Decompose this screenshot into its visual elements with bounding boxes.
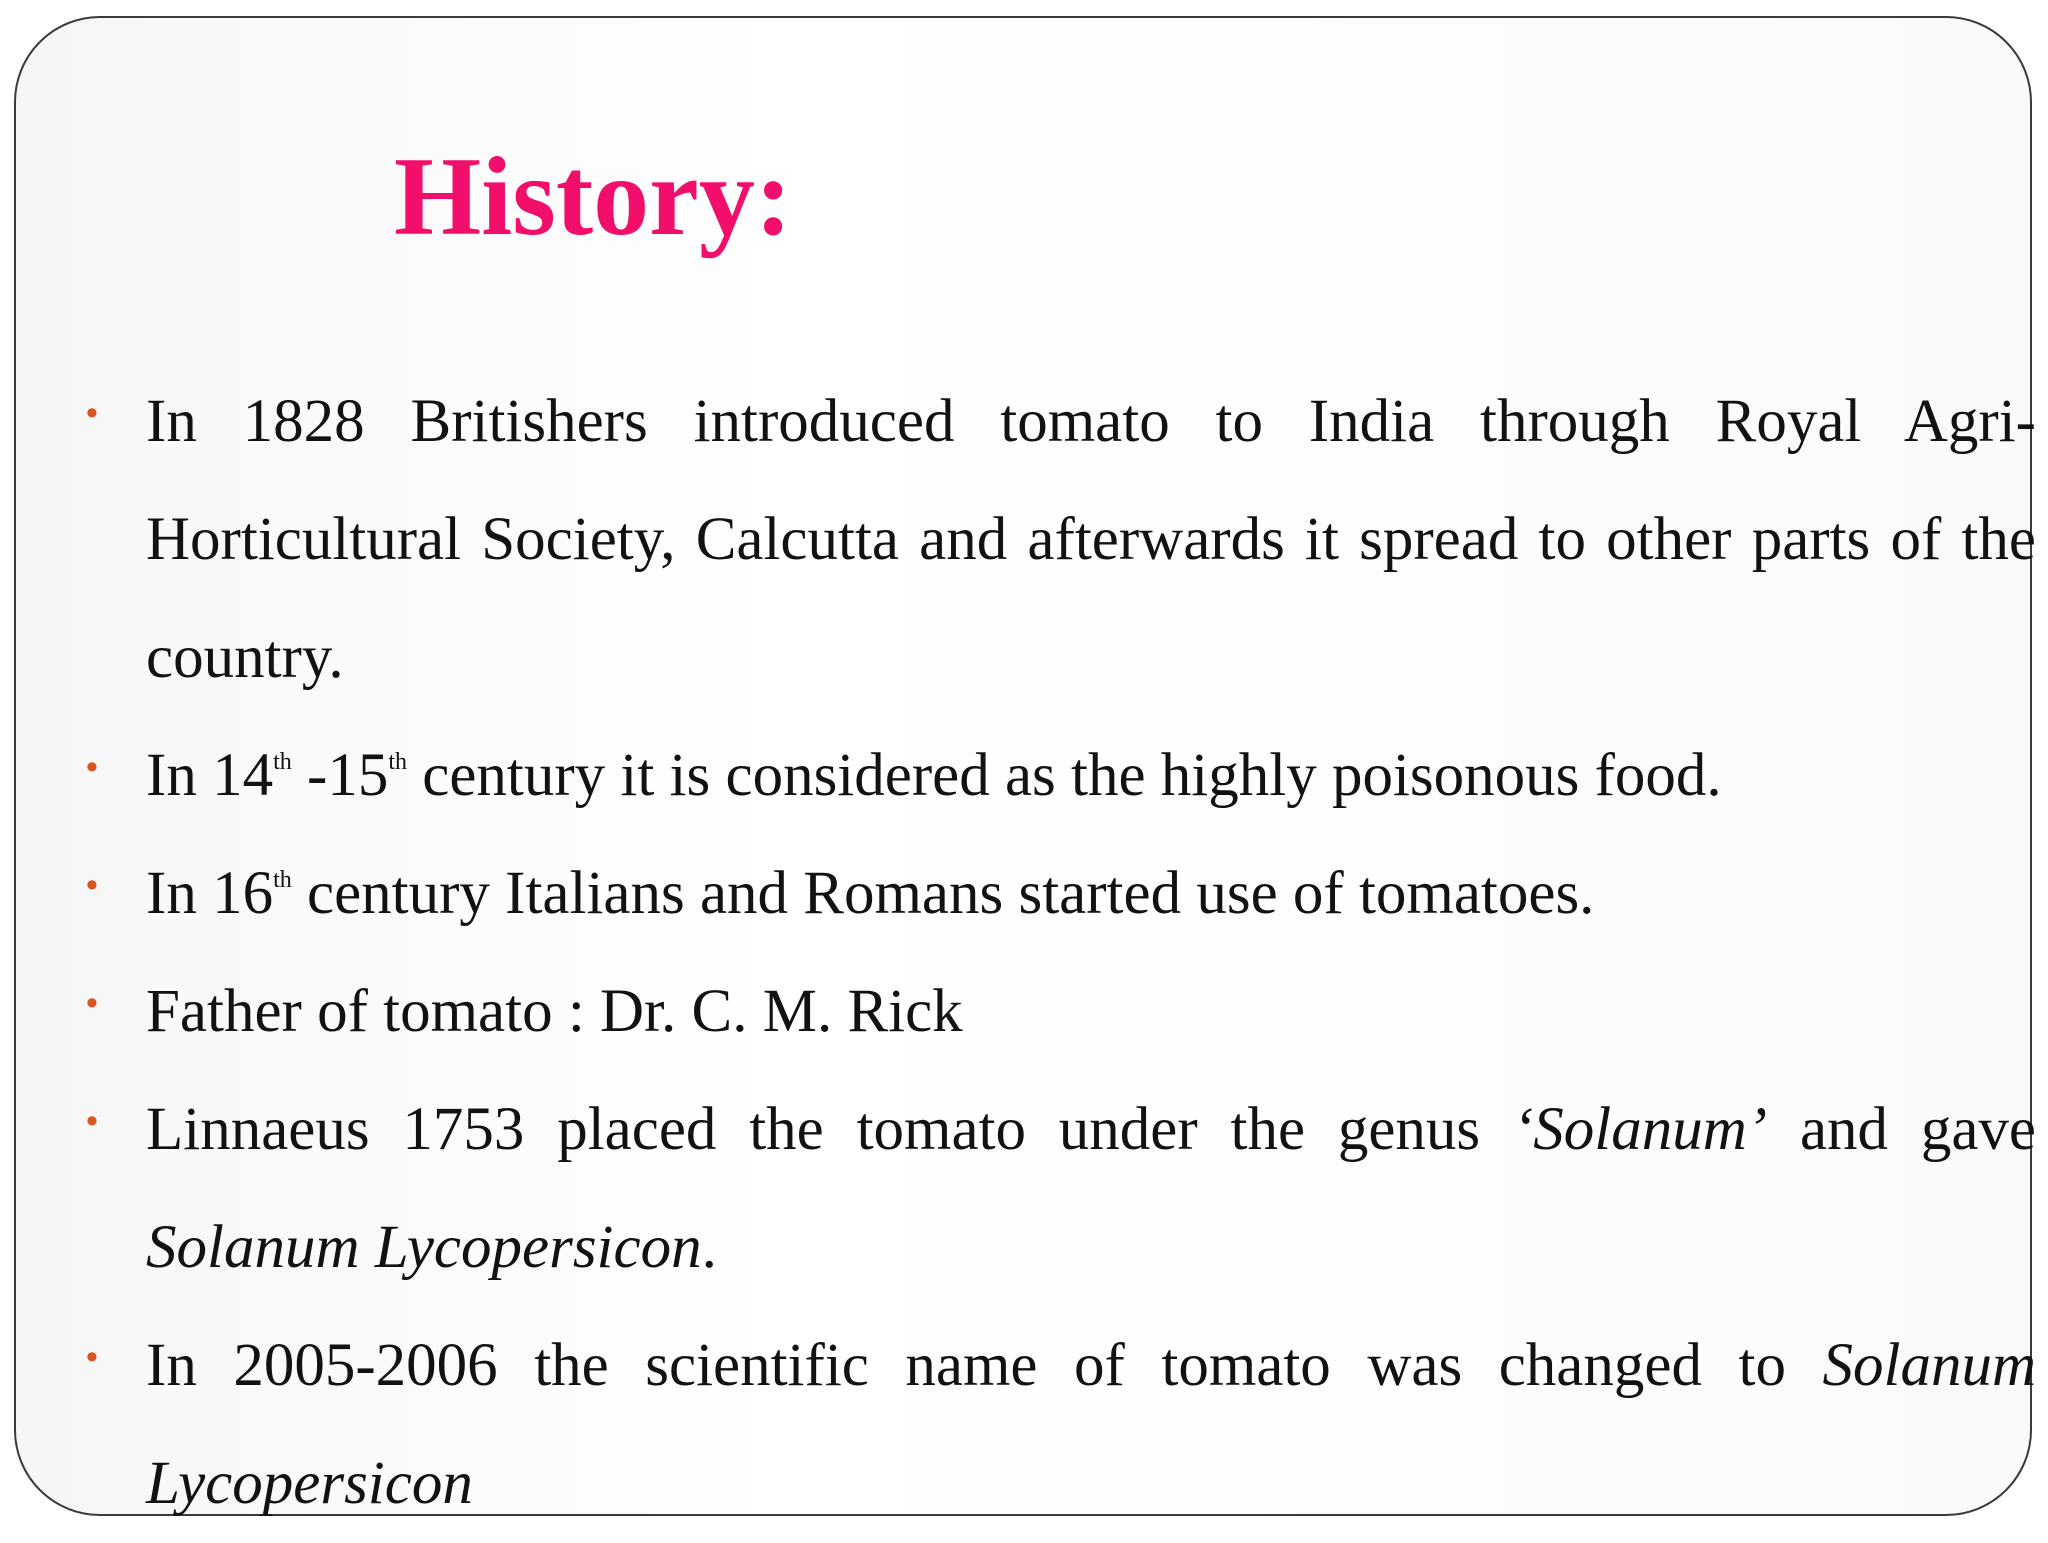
list-item <box>74 953 2036 1071</box>
list-item <box>74 835 2036 953</box>
bullet-text: -15 <box>291 742 389 809</box>
bullet-icon: • <box>86 984 98 1022</box>
bullet-text: In 16 <box>146 860 274 927</box>
list-item <box>74 363 2036 717</box>
bullet-icon: • <box>86 748 98 786</box>
superscript: th <box>273 867 292 893</box>
list-item <box>74 717 2036 835</box>
scientific-name: Solanum Lycopersicon <box>146 1332 2036 1517</box>
slide-frame <box>14 16 2036 1517</box>
bullet-text: . <box>701 1214 717 1281</box>
genus-name: ‘Solanum’ <box>1512 1096 1768 1163</box>
list-item <box>74 1307 2036 1543</box>
bullet-text: and gave <box>1767 1096 2036 1163</box>
bullet-text: Father of tomato : Dr. C. M. Rick <box>146 978 963 1045</box>
bullet-text: In 1828 Britishers introduced tomato to India through Royal Agri-Horticultural Society, Calcutta and afterwards it spread to other parts of the country. <box>146 388 2036 691</box>
superscript: th <box>273 749 292 775</box>
bullet-text: century it is considered as the highly poisonous food. <box>407 742 1722 809</box>
bullet-icon: • <box>86 866 98 904</box>
bullet-text: century Italians and Romans started use of tomatoes. <box>291 860 1595 927</box>
superscript: th <box>388 749 407 775</box>
bullet-list <box>74 363 2036 1543</box>
bullet-icon: • <box>86 1338 98 1376</box>
bullet-text: In 2005-2006 the scientific name of tomato was changed to <box>146 1332 1823 1399</box>
bullet-icon: • <box>86 394 98 432</box>
bullet-icon: • <box>86 1102 98 1140</box>
list-item <box>74 1071 2036 1307</box>
bullet-text: Linnaeus 1753 placed the tomato under the genus <box>146 1096 1513 1163</box>
scientific-name: Solanum Lycopersicon <box>146 1214 702 1281</box>
slide-title: History: <box>394 135 793 259</box>
bullet-text: In 14 <box>146 742 274 809</box>
